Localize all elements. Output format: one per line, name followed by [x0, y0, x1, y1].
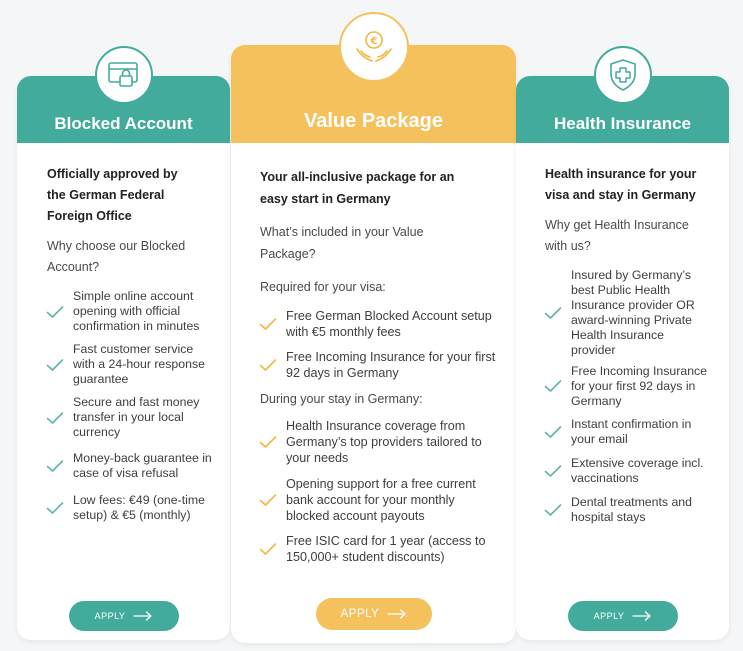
check-icon — [46, 305, 64, 319]
check-icon — [544, 425, 562, 439]
list-item — [544, 359, 709, 413]
blocked-account-feature-list — [46, 285, 216, 528]
list-item — [544, 267, 709, 359]
apply-label: APPLY — [593, 611, 625, 621]
list-item — [259, 345, 496, 385]
feature-text: Simple online account opening with official confirmation in minutes — [73, 289, 200, 333]
feature-text: Extensive coverage incl. vaccinations — [571, 456, 704, 485]
blocked-account-title: Blocked Account — [54, 114, 193, 133]
list-item — [46, 488, 216, 528]
feature-text: Dental treatments and hospital stays — [571, 495, 692, 524]
medical-cross-shield-icon — [607, 58, 639, 92]
feature-text: Free Incoming Insurance for your first 92 days in Germany — [571, 363, 708, 408]
list-item — [544, 491, 709, 529]
euro-hands-icon — [352, 27, 396, 67]
apply-label: APPLY — [340, 608, 380, 620]
feature-text: Instant confirmation in your email — [571, 417, 692, 446]
list-item — [259, 302, 496, 345]
health-insurance-apply-button[interactable] — [568, 601, 678, 631]
list-item — [46, 285, 216, 338]
value-package-lead: Your all-inclusive package for an easy start in Germany — [260, 170, 455, 206]
check-icon — [46, 411, 64, 425]
check-icon — [259, 317, 277, 331]
health-insurance-question: Why get Health Insurance with us? — [545, 218, 689, 253]
list-item — [46, 444, 216, 488]
check-icon — [46, 501, 64, 515]
check-icon — [544, 503, 562, 517]
list-item — [259, 413, 496, 471]
health-insurance-feature-list — [544, 267, 709, 529]
feature-text: Free Incoming Insurance for your first 92 days in Germany — [286, 350, 496, 380]
health-insurance-title: Health Insurance — [554, 114, 691, 133]
arrow-right-icon — [632, 611, 652, 621]
check-icon — [259, 493, 277, 507]
list-item — [46, 338, 216, 391]
value-package-visa-list — [259, 302, 496, 385]
check-icon — [544, 306, 562, 320]
arrow-right-icon — [387, 609, 407, 619]
feature-text: Fast customer service with a 24-hour response guarantee — [73, 342, 205, 386]
health-insurance-card — [516, 76, 729, 640]
list-item — [259, 529, 496, 569]
feature-text: Secure and fast money transfer in your local currency — [73, 395, 200, 439]
health-insurance-body — [516, 164, 729, 529]
value-package-section-visa: Required for your visa: — [260, 280, 386, 294]
value-package-stay-list — [259, 413, 496, 569]
value-package-icon-badge — [339, 12, 409, 82]
check-icon — [544, 464, 562, 478]
feature-text: Health Insurance coverage from Germany’s top providers tailored to your needs — [286, 419, 482, 465]
feature-text: Opening support for a free current bank account for your monthly blocked account payouts — [286, 477, 476, 523]
health-insurance-icon-badge — [594, 46, 652, 104]
arrow-right-icon — [133, 611, 153, 621]
blocked-account-apply-button[interactable] — [69, 601, 179, 631]
blocked-account-lead: Officially approved by the German Federal Foreign Office — [47, 167, 178, 223]
check-icon — [259, 358, 277, 372]
feature-text: Money-back guarantee in case of visa refusal — [73, 451, 212, 480]
feature-text: Low fees: €49 (one-time setup) & €5 (monthly) — [73, 493, 205, 522]
list-item — [544, 451, 709, 491]
check-icon — [259, 435, 277, 449]
blocked-account-icon-badge — [95, 46, 153, 104]
check-icon — [544, 379, 562, 393]
check-icon — [259, 542, 277, 556]
apply-label: APPLY — [94, 611, 126, 621]
check-icon — [46, 358, 64, 372]
value-package-section-stay: During your stay in Germany: — [260, 392, 423, 406]
list-item — [259, 471, 496, 529]
value-package-card — [231, 36, 516, 643]
check-icon — [46, 459, 64, 473]
value-package-title: Value Package — [304, 110, 443, 132]
blocked-account-card — [17, 76, 230, 640]
feature-text: Free German Blocked Account setup with €5 monthly fees — [286, 308, 492, 339]
value-package-body — [231, 166, 516, 569]
value-package-question: What’s included in your Value Package? — [260, 225, 424, 261]
value-package-apply-button[interactable] — [316, 598, 432, 630]
svg-text:€: € — [370, 36, 378, 47]
health-insurance-lead: Health insurance for your visa and stay in Germany — [545, 167, 697, 202]
list-item — [544, 413, 709, 451]
blocked-account-body — [17, 164, 230, 528]
locked-card-icon — [107, 60, 141, 90]
feature-text: Insured by Germany’s best Public Health Insurance provider OR award-winning Private Health Insurance provider — [571, 268, 695, 357]
list-item — [46, 391, 216, 444]
feature-text: Free ISIC card for 1 year (access to 150,000+ student discounts) — [286, 534, 486, 564]
blocked-account-question: Why choose our Blocked Account? — [47, 239, 186, 274]
